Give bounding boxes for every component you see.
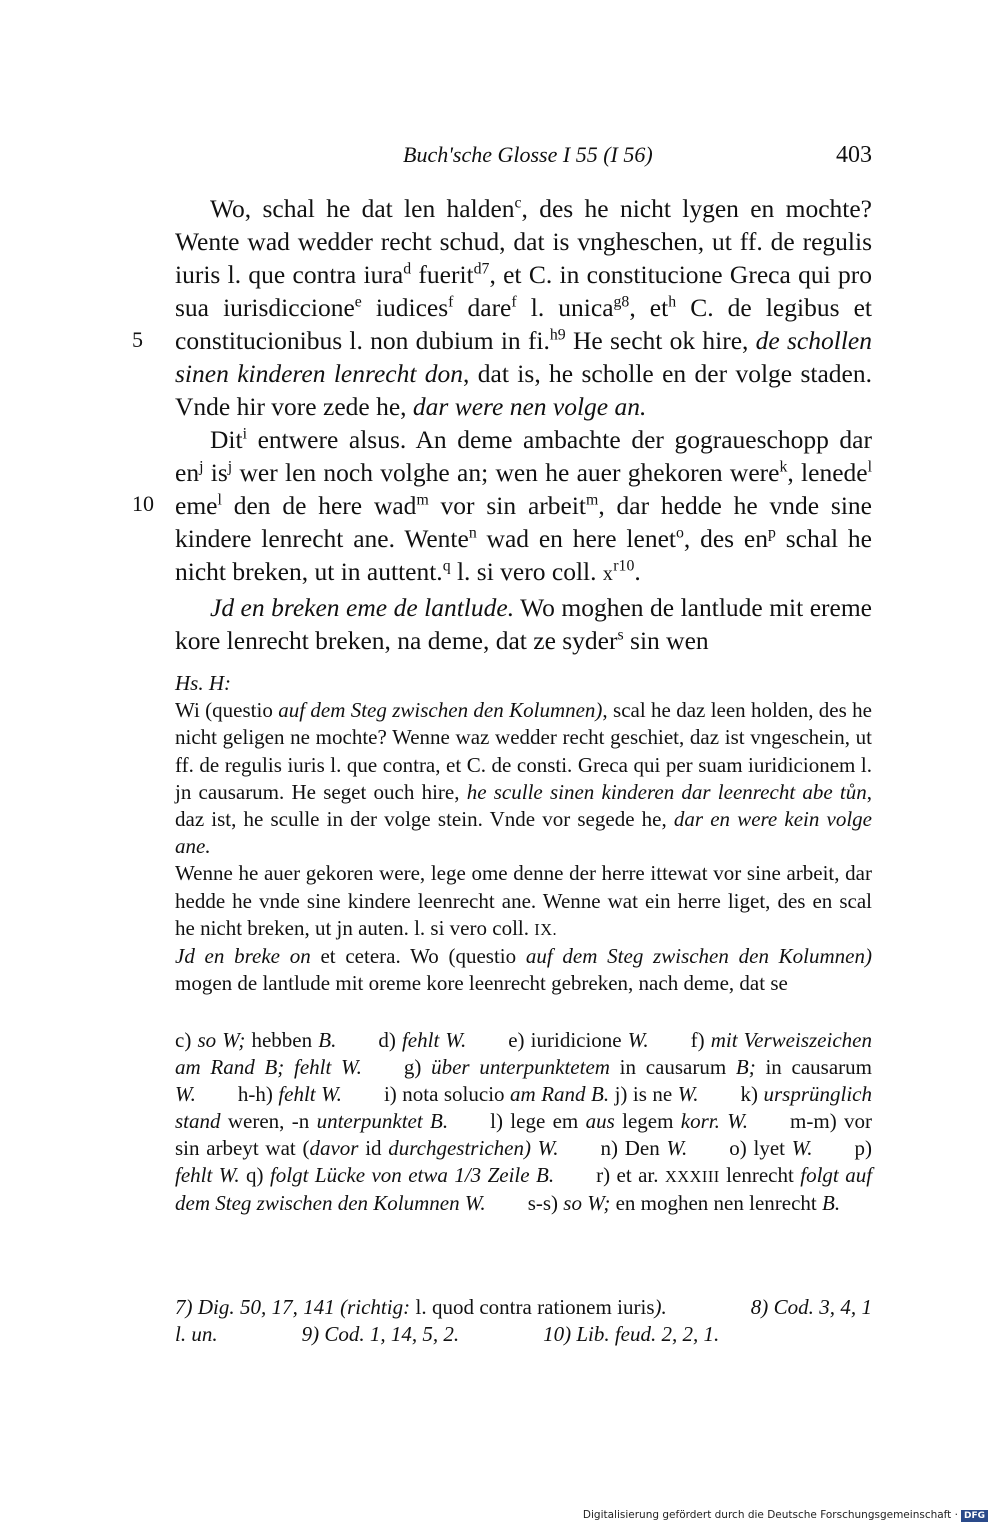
variant-paragraph-2: Wenne he auer gekoren were, lege ome denne der herre ittewat vor sine arbeit, dar hedde he vnde sine kindere leenrecht ane. Wenne wat ein herre liget, des en scal he nicht breken, ut jn auten. l. si vero coll. IX. [175,861,872,940]
footer-text: Digitalisierung gefördert durch die Deutsche Forschungsgemeinschaft · [582,1509,958,1521]
line-number-5: 5 [132,327,143,352]
running-header [175,142,872,172]
main-text [175,192,872,657]
variant-paragraph-3: Jd en breke on et cetera. Wo (questio auf dem Steg zwischen den Kolumnen) mogen de lantlude mit oreme kore leenrecht gebreken, nach deme, dat se [175,944,873,996]
running-title: Buch'sche Glosse I 55 (I 56) [403,142,653,167]
digitization-footer [583,1509,988,1522]
citation-notes: 7) Dig. 50, 17, 141 (richtig: l. quod contra rationem iuris). 8) Cod. 3, 4, 1 l. un. 9) Cod. 1, 14, 5, 2. 10) Lib. feud. 2, 2, 1. [175,1295,873,1346]
manuscript-label: Hs. H: [175,671,231,695]
main-paragraph-3: Jd en breken eme de lantlude. Wo moghen de lantlude mit ereme kore lenrecht breken, na deme, dat ze syder$^s$ sin wen [175,593,872,655]
main-paragraph-1: Wo, schal he dat len halden$^c$, des he nicht lygen en mochte? Wente wad wedder recht schud, dat is vngheschen, ut ff. de regulis iuris l. que contra iura$^d$ fuerit$^{d7}$, et C. in constitucione Greca qui pro sua iurisdiccione$^e$ iudices$^f$ dare$^f$ l. unica$^{g8}$, $et^h$ C. de legibus et constitucionibus l. non dubium in fi.$^{h9}$ He secht ok hire, de schollen sinen kinderen lenrecht don, dat is, he scholle en der volge staden. Vnde hir vore zede he, dar were nen volge an. [175,194,872,421]
main-paragraph-2: Dit$^i$ entwere alsus. An deme ambachte der gograueschopp dar $en^j$ $is^j$ wer len noch volghe an; wen he auer ghekoren were$^k$, lenede$^l$ eme$^l$ den de here wad$^m$ vor sin arbeit$^m$, dar hedde he vnde sine kindere lenrecht ane. Wente$^n$ wad en here lenet$^o$, des $en^p$ schal he nicht breken, ut in auttent.$^q$ l. si vero coll. $x^{r10}$. [175,425,872,586]
line-number-10: 10 [132,491,154,516]
page-number: 403 [836,142,872,168]
source-citations [175,1294,872,1348]
dfg-logo: DFG [961,1510,988,1522]
apparatus-notes: c) so W; hebben B. d) fehlt W. e) iuridicione W. f) mit Verweiszeichen am Rand B; fehlt W. g) über unterpunktetem in causarum B; in causarum W. h-h) fehlt W. i) nota solucio am Rand B. j) is ne W. k) ursprünglich stand weren, -n unterpunktet B. l) lege em aus legem korr. W. m-m) vor sin arbeyt wat (davor id durchgestrichen) W. n) Den W. o) lyet W. p) fehlt W. q) folgt Lücke von etwa 1/3 Zeile B. r) et ar. XXXIII lenrecht folgt auf dem Steg zwischen den Kolumnen W. s-s) so W; en moghen nen lenrecht B. [175,1028,873,1215]
textual-apparatus [175,1027,872,1217]
manuscript-h-variant [175,670,872,997]
variant-paragraph-1: Wi (questio auf dem Steg zwischen den Kolumnen), scal he daz leen holden, des he nicht geligen ne mochte? Wenne waz wedder recht geschiet, daz ist vngeschein, ut ff. de regulis iuris l. que contra, et C. de consti. Greca qui per suam iuridicionem l. jn causarum. He seget ouch hire, he sculle sinen kinderen dar leenrecht abe tůn, daz ist, he sculle in der volge stein. Vnde vor segede he, dar en were kein volge ane. [175,698,872,859]
